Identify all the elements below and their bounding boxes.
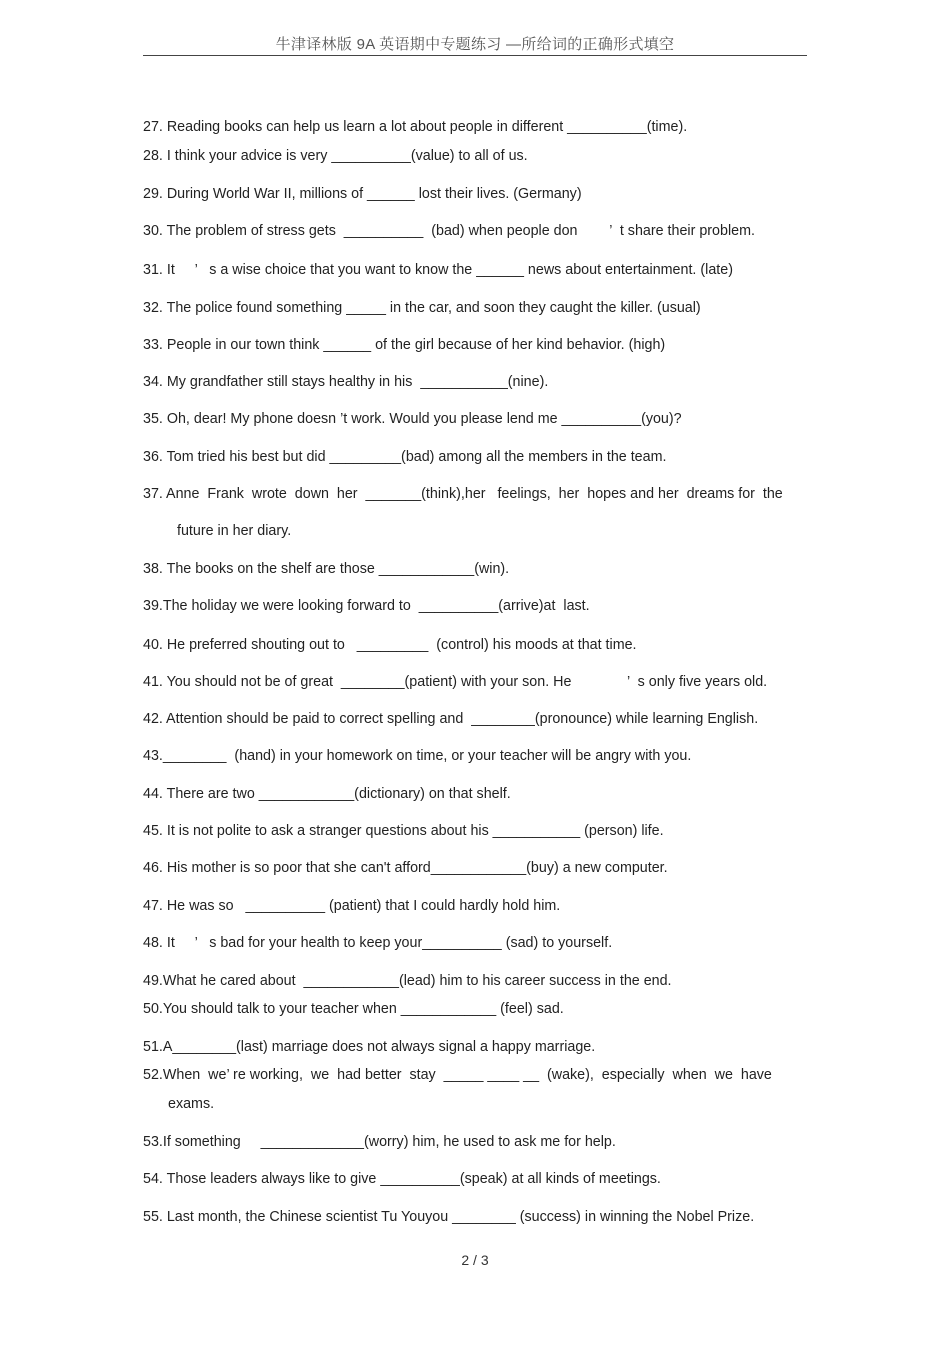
question-44: 44. There are two ____________(dictionary) on that shelf. [143, 786, 511, 802]
question-49: 49.What he cared about ____________(lead) him to his career success in the end. [143, 973, 672, 989]
question-46: 46. His mother is so poor that she can't afford____________(buy) a new computer. [143, 860, 668, 876]
question-51: 51.A________(last) marriage does not always signal a happy marriage. [143, 1039, 596, 1055]
question-30: 30. The problem of stress gets __________ (bad) when people don ’ t share their problem. [143, 223, 755, 239]
question-52-continued: exams. [168, 1096, 215, 1112]
question-27: 27. Reading books can help us learn a lot about people in different __________(time). [143, 119, 688, 135]
question-43: 43.________ (hand) in your homework on time, or your teacher will be angry with you. [143, 748, 692, 764]
page-header: 牛津译林版 9A 英语期中专题练习 —所给词的正确形式填空 [275, 36, 675, 53]
question-47: 47. He was so __________ (patient) that I could hardly hold him. [143, 898, 561, 914]
question-42: 42. Attention should be paid to correct spelling and ________(pronounce) while learning English. [143, 711, 759, 727]
question-31: 31. It ’ s a wise choice that you want to know the ______ news about entertainment. (late) [143, 262, 733, 278]
question-29: 29. During World War II, millions of ______ lost their lives. (Germany) [143, 186, 582, 202]
question-28: 28. I think your advice is very __________(value) to all of us. [143, 148, 528, 164]
header-rule [143, 55, 807, 56]
page-number: 2 / 3 [461, 1252, 489, 1268]
question-50: 50.You should talk to your teacher when ____________ (feel) sad. [143, 1001, 564, 1017]
question-33: 33. People in our town think ______ of the girl because of her kind behavior. (high) [143, 337, 666, 353]
question-40: 40. He preferred shouting out to _________ (control) his moods at that time. [143, 637, 637, 653]
question-45: 45. It is not polite to ask a stranger questions about his ___________ (person) life. [143, 823, 664, 839]
question-36: 36. Tom tried his best but did _________(bad) among all the members in the team. [143, 449, 667, 465]
question-54: 54. Those leaders always like to give __________(speak) at all kinds of meetings. [143, 1171, 661, 1187]
question-52: 52.When we’ re working, we had better stay _____ ____ __ (wake), especially when we have [143, 1067, 772, 1083]
question-41: 41. You should not be of great ________(patient) with your son. He ’ s only five years old. [143, 674, 768, 690]
question-37: 37. Anne Frank wrote down her _______(think),her feelings, her hopes and her dreams for the [143, 486, 783, 502]
question-55: 55. Last month, the Chinese scientist Tu Youyou ________ (success) in winning the Nobel Prize. [143, 1209, 755, 1225]
question-53: 53.If something _____________(worry) him, he used to ask me for help. [143, 1134, 616, 1150]
question-37-continued: future in her diary. [177, 523, 292, 539]
question-34: 34. My grandfather still stays healthy in his ___________(nine). [143, 374, 549, 390]
question-48: 48. It ’ s bad for your health to keep your__________ (sad) to yourself. [143, 935, 613, 951]
question-38: 38. The books on the shelf are those ____________(win). [143, 561, 510, 577]
question-35: 35. Oh, dear! My phone doesn ’t work. Would you please lend me __________(you)? [143, 411, 682, 427]
question-39: 39.The holiday we were looking forward to __________(arrive)at last. [143, 598, 590, 614]
question-32: 32. The police found something _____ in the car, and soon they caught the killer. (usual) [143, 300, 701, 316]
